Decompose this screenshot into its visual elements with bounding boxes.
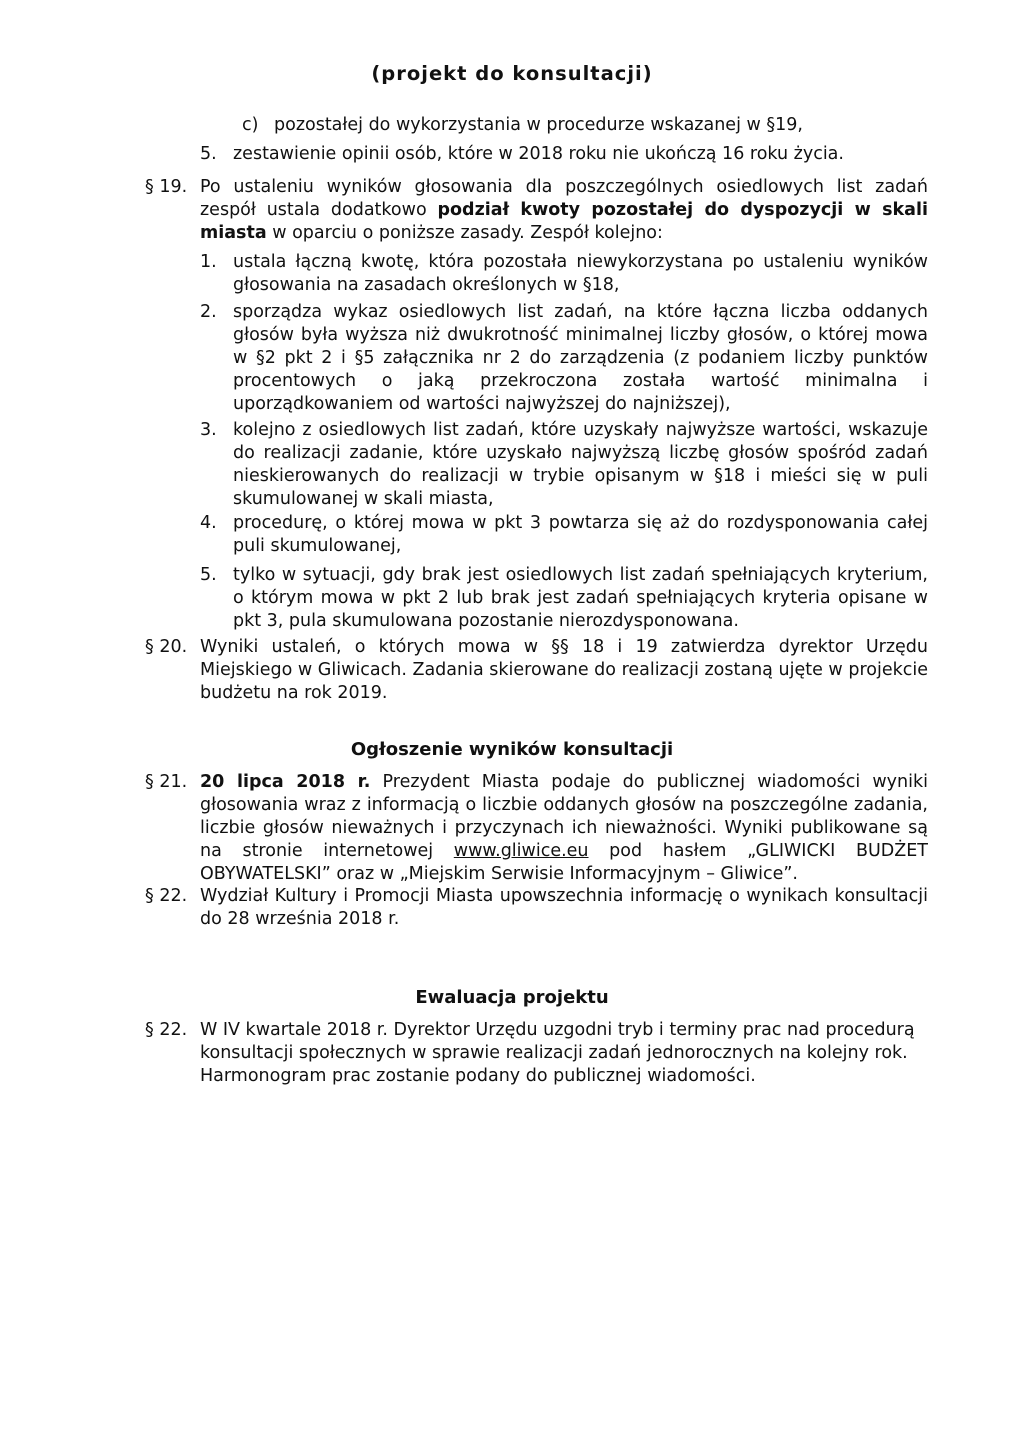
list-number-3: 3. [200,420,217,440]
item-text-c: pozostałej do wykorzystania w procedurze wskazanej w §19, [274,115,803,135]
section-19-intro [200,176,928,245]
list-item-4: procedurę, o której mowa w pkt 3 powtarza się aż do rozdysponowania całej puli skumulowanej, [233,513,928,556]
section-22b-number: § 22. [145,1020,188,1040]
list-item-1: ustala łączną kwotę, która pozostała niewykorzystana po ustaleniu wyników głosowania na zasadach określonych w §18, [233,252,928,295]
section-19-intro-end: w oparciu o poniższe zasady. Zespół kolejno: [272,223,663,243]
list-item-3: kolejno z osiedlowych list zadań, które uzyskały najwyższe wartości, wskazuje do realizacji zadanie, które uzyskało najwyższą liczbę głosów spośród zadań nieskierowanych do realizacji w trybie opisanym w §18 i mieści się w puli skumulowanej w skali miasta, [233,420,928,509]
section-22b-text: W IV kwartale 2018 r. Dyrektor Urzędu uzgodni tryb i terminy prac nad procedurą konsultacji społecznych w sprawie realizacji zadań jednorocznych na kolejny rok. Harmonogram prac zostanie podany do publicznej wiadomości. [200,1020,915,1086]
section-21-body: Prezydent Miasta podaje do publicznej wiadomości wyniki głosowania wraz z informacją o liczbie oddanych głosów na poszczególne zadania, liczbie głosów nieważnych i przyczynach ich nieważności. Wyniki publikowane są na stronie internetowej [200,772,928,861]
section-22a-number: § 22. [145,886,188,906]
section-21-number: § 21. [145,772,188,792]
list-number-4: 4. [200,513,217,533]
list-number-1: 1. [200,252,217,272]
list-item-2: sporządza wykaz osiedlowych list zadań, na które łączna liczba oddanych głosów była wyższa niż dwukrotność minimalnej liczby głosów, o której mowa w §2 pkt 2 i §5 załącznika nr 2 do zarządzenia (z podaniem liczby punktów procentowych o jaką przekroczona została wartość minimalna i uporządkowaniem od wartości najwyższej do najniższej), [233,302,928,414]
section-19-number: § 19. [145,177,188,197]
section-19-intro-bold: podział kwoty pozostałej do dyspozycji w skali miasta [200,200,928,243]
item-marker-5: 5. [200,144,217,164]
list-number-5: 5. [200,565,217,585]
section-20-number: § 20. [145,637,188,657]
section-21-text [200,771,928,886]
section-19-intro-text: Po ustaleniu wyników głosowania dla poszczególnych osiedlowych list zadań zespół ustala dodatkowo [200,177,928,220]
item-marker-c: c) [242,115,259,135]
website-link[interactable]: www.gliwice.eu [453,841,589,861]
list-item-5: tylko w sytuacji, gdy brak jest osiedlowych list zadań spełniających kryterium, o którym mowa w pkt 2 lub brak jest zadań spełniających kryteria opisane w pkt 3, pula skumulowana pozostanie nierozdysponowana. [233,565,928,631]
section-20-text: Wyniki ustaleń, o których mowa w §§ 18 i 19 zatwierdza dyrektor Urzędu Miejskiego w Gliwicach. Zadania skierowane do realizacji zostaną ujęte w projekcie budżetu na rok 2019. [200,637,928,703]
item-text-5: zestawienie opinii osób, które w 2018 roku nie ukończą 16 roku życia. [233,144,844,164]
list-number-2: 2. [200,302,217,322]
section-21-body-end: pod hasłem „GLIWICKI BUDŻET OBYWATELSKI” oraz w „Miejskim Serwisie Informacyjnym – Gliwice”. [200,841,928,884]
section-21-date: 20 lipca 2018 r. [200,772,371,792]
heading-evaluation: Ewaluacja projektu [415,987,609,1008]
section-22a-text: Wydział Kultury i Promocji Miasta upowszechnia informację o wynikach konsultacji do 28 września 2018 r. [200,886,928,929]
heading-results: Ogłoszenie wyników konsultacji [350,739,674,760]
document-header: (projekt do konsultacji) [371,62,653,85]
